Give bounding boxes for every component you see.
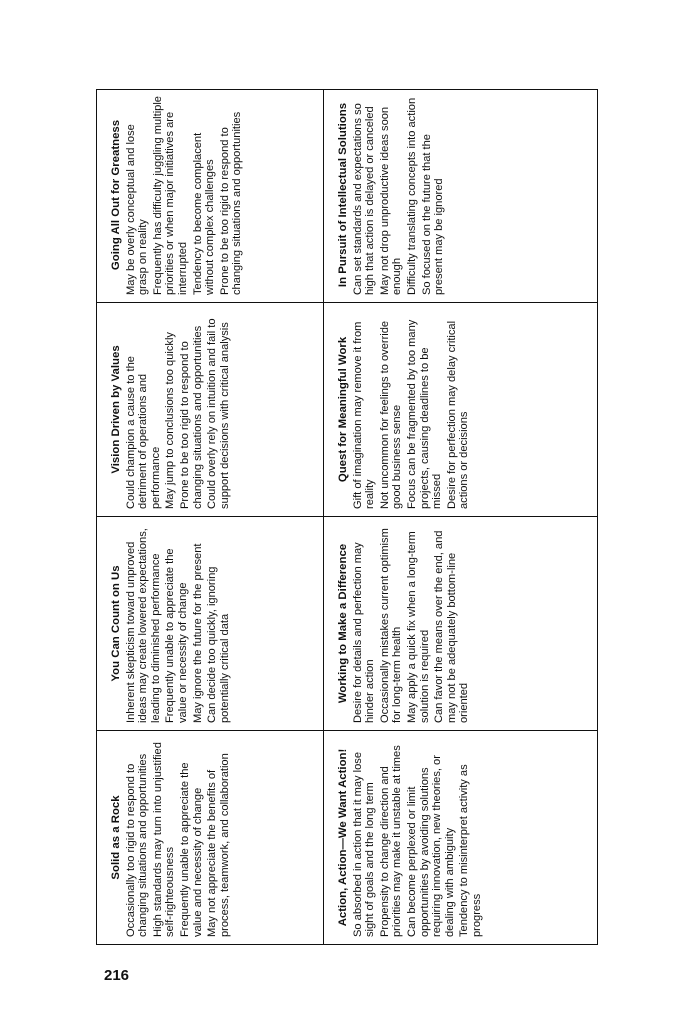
cell-list [352, 310, 471, 509]
list-item: Frequently has difficulty juggling multiple priorities or when major initiatives are interrupted [151, 96, 189, 295]
list-item: Difficulty translating concepts into action [405, 97, 418, 295]
cell-title: Working to Make a Difference [337, 543, 349, 704]
list-item: Gift of imagination may remove it from reality [351, 321, 377, 509]
list-item: Can decide too quickly, ignoring potentially critical data [206, 566, 231, 723]
list-item: May be overly conceptual and lose grasp on reality [124, 124, 150, 295]
list-item: Desire for perfection may delay critical actions or decisions [445, 320, 471, 509]
list-item: High standards may turn into unjustified self-righteousness [151, 742, 177, 937]
cell-title: You Can Count on Us [110, 565, 122, 682]
cell-list [125, 95, 244, 295]
cell-title: Going All Out for Greatness [110, 119, 122, 271]
cell-title: Vision Driven by Values [110, 345, 122, 474]
cell-title: In Pursuit of Intellectual Solutions [337, 102, 349, 288]
page-number: 216 [104, 967, 130, 984]
list-item: Could champion a cause to the detriment of operations and performance [124, 356, 162, 509]
list-item: Inherent skepticism toward unproved ideas may create lowered expectations, leading to diminished performance [124, 528, 162, 723]
list-item: Tendency to misinterpret activity as progress [458, 764, 483, 937]
cell-list [352, 95, 446, 295]
list-item: Desire for details and perfection may hinder action [351, 542, 377, 723]
rotated-table-frame [96, 89, 598, 945]
list-item: So focused on the future that the present may be ignored [420, 134, 446, 295]
cell-list [352, 738, 484, 937]
list-item: Could overly rely on intuition and fail to support decisions with critical analysis [206, 318, 231, 509]
list-item: Frequently unable to appreciate the value or necessity of change [164, 548, 189, 723]
cell-list [352, 524, 471, 723]
list-item: Tendency to become complacent without complex challenges [191, 132, 217, 295]
list-item: May not appreciate the benefits of process, teamwork, and collaboration [206, 753, 231, 937]
table-cell-going-all-out-for-greatness [97, 89, 324, 302]
list-item: Prone to be too rigid to respond to changing situations and opportunities [218, 111, 244, 295]
list-item: Can become perplexed or limit opportunities by avoiding solutions requiring innovation, new theories, or dealing with ambiguity [405, 755, 456, 937]
table-cell-you-can-count-on-us [97, 516, 324, 730]
list-item: May ignore the future for the present [191, 543, 204, 723]
cell-list [125, 738, 232, 937]
table-cell-quest-for-meaningful-work [324, 302, 598, 516]
table-cell-working-to-make-a-difference [324, 516, 598, 730]
table-cell-vision-driven-by-values [97, 302, 324, 516]
list-item: Focus can be fragmented by too many projects, causing deadlines to be missed [405, 319, 444, 509]
list-item: So absorbed in action that it may lose sight of goals and the long term [351, 751, 377, 937]
cell-list [125, 524, 232, 723]
list-item: Propensity to change direction and priorities may make it unstable at times [378, 745, 404, 937]
culture-weaknesses-table [96, 89, 598, 945]
cell-title: Action, Action—We Want Action! [337, 748, 349, 927]
table-cell-in-pursuit-of-intellectual-solutions [324, 89, 598, 302]
list-item: Can set standards and expectations so high that action is delayed or canceled [351, 103, 377, 295]
list-item: Prone to be too rigid to respond to changing situations and opportunities [178, 325, 204, 509]
cell-title: Quest for Meaningful Work [337, 336, 349, 483]
list-item: May not drop unproductive ideas soon enough [378, 106, 404, 295]
list-item: May apply a quick fix when a long-term solution is required [405, 531, 431, 723]
cell-title: Solid as a Rock [110, 795, 122, 880]
list-item: Occasionally mistakes current optimism for long-term health [378, 528, 404, 723]
cell-list [125, 310, 232, 509]
list-item: Can favor the means over the end, and may not be adequately bottom-line oriented [433, 530, 471, 723]
list-item: Not uncommon for feelings to override good business sense [378, 320, 404, 509]
table-cell-action-action [324, 730, 598, 944]
list-item: May jump to conclusions too quickly [164, 332, 177, 509]
list-item: Occasionally too rigid to respond to changing situations and opportunities [124, 753, 150, 937]
table-cell-solid-as-a-rock [97, 730, 324, 944]
list-item: Frequently unable to appreciate the value and necessity of change [178, 762, 204, 937]
